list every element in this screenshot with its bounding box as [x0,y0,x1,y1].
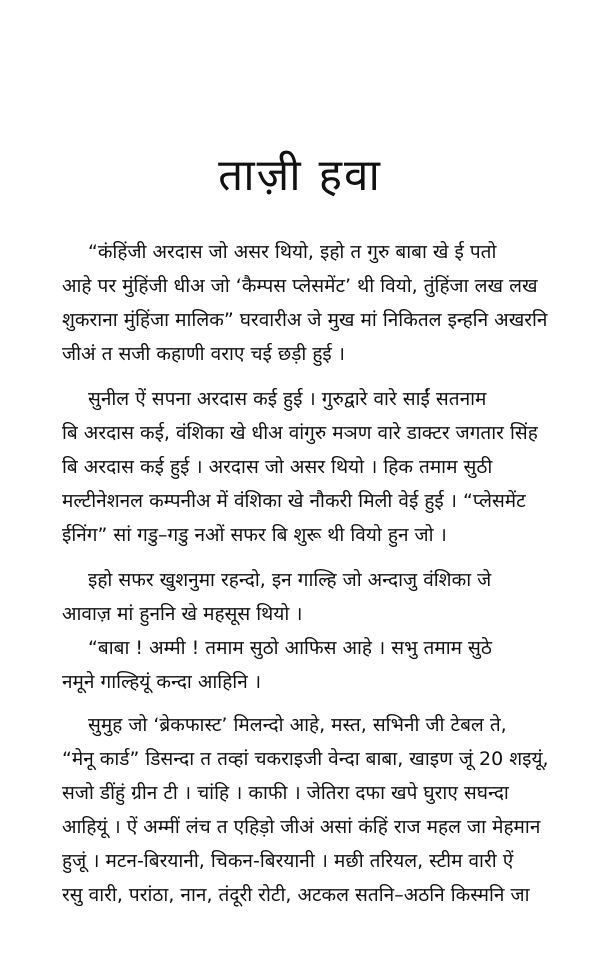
text-line: ईनिंग” सां गडु–गडु नओं सफर बि शुरू थी वियो हुन जो । [62,524,447,546]
text-line: “बाबा ! अम्मी ! तमाम सुठो आफिस आहे । सभु तमाम सुठे [88,637,492,659]
text-line: बि अरदास कई हुई । अरदास जो असर थियो । हिक तमाम सुठी [62,456,493,478]
text-line: सजो डींहुं ग्रीन टी । चांहि । काफी । जेतिरा दफा खपे घुराए सघन्दा [62,782,509,804]
text-line: सुनील ऐं सपना अरदास कई हुई । गुरुद्वारे वारे साईं सतनाम [88,388,487,410]
text-line: आहियूं । ऐं अम्मीं लंच त एहिड़ो जीअं असां कंहिं राज महल जा मेहमान [62,816,541,838]
text-line: रसु वारी, परांठा, नान, तंदूरी रोटी, अटकल सतनि–अठनि किस्मनि जा [62,884,530,906]
text-line: आवाज़ मां हुननि खे महसूस थियो । [62,603,303,625]
text-line: आहे पर मुंहिंजी धीअ जो ‘कैम्पस प्लेसमेंट’ थी वियो, तुंहिंजा लख लख [62,275,538,297]
text-line: सुमुह जो ‘ब्रेकफास्ट’ मिलन्दो आहे, मस्त, सभिनी जी टेबल ते, [88,714,507,736]
text-line: बि अरदास कई, वंशिका खे धीअ वांगुरु मञण वारे डाक्टर जगतार सिंह [62,422,538,444]
text-line: मल्टीनेशनल कम्पनीअ में वंशिका खे नौकरी मिली वेई हुई । “प्लेसमेंट [62,490,526,512]
text-line: “मेनू कार्ड” डिसन्दा त तव्हां चकराइजी वेन्दा बाबा, खाइण जूं 20 शइयूं, [62,748,549,770]
text-line: जीअं त सजी कहाणी वराए चई छड़ी हुई । [62,343,345,365]
text-line: “कंहिंजी अरदास जो असर थियो, इहो त गुरु बाबा खे ई पतो [88,241,497,263]
text-line: शुकराना मुंहिंजा मालिक” घरवारीअ जे मुख मां निकितल इन्हनि अखरनि [62,309,548,331]
text-line: नमूने गाल्हियूं कन्दा आहिनि । [62,671,262,693]
page-title: ताज़ी हवा [218,150,382,201]
text-line: हुजूं । मटन-बिरयानी, चिकन-बिरयानी । मछी तरियल, स्टीम वारी ऐं [62,850,514,872]
text-line: इहो सफर खुशनुमा रहन्दो, इन गाल्हि जो अन्दाजु वंशिका जे [88,569,492,591]
